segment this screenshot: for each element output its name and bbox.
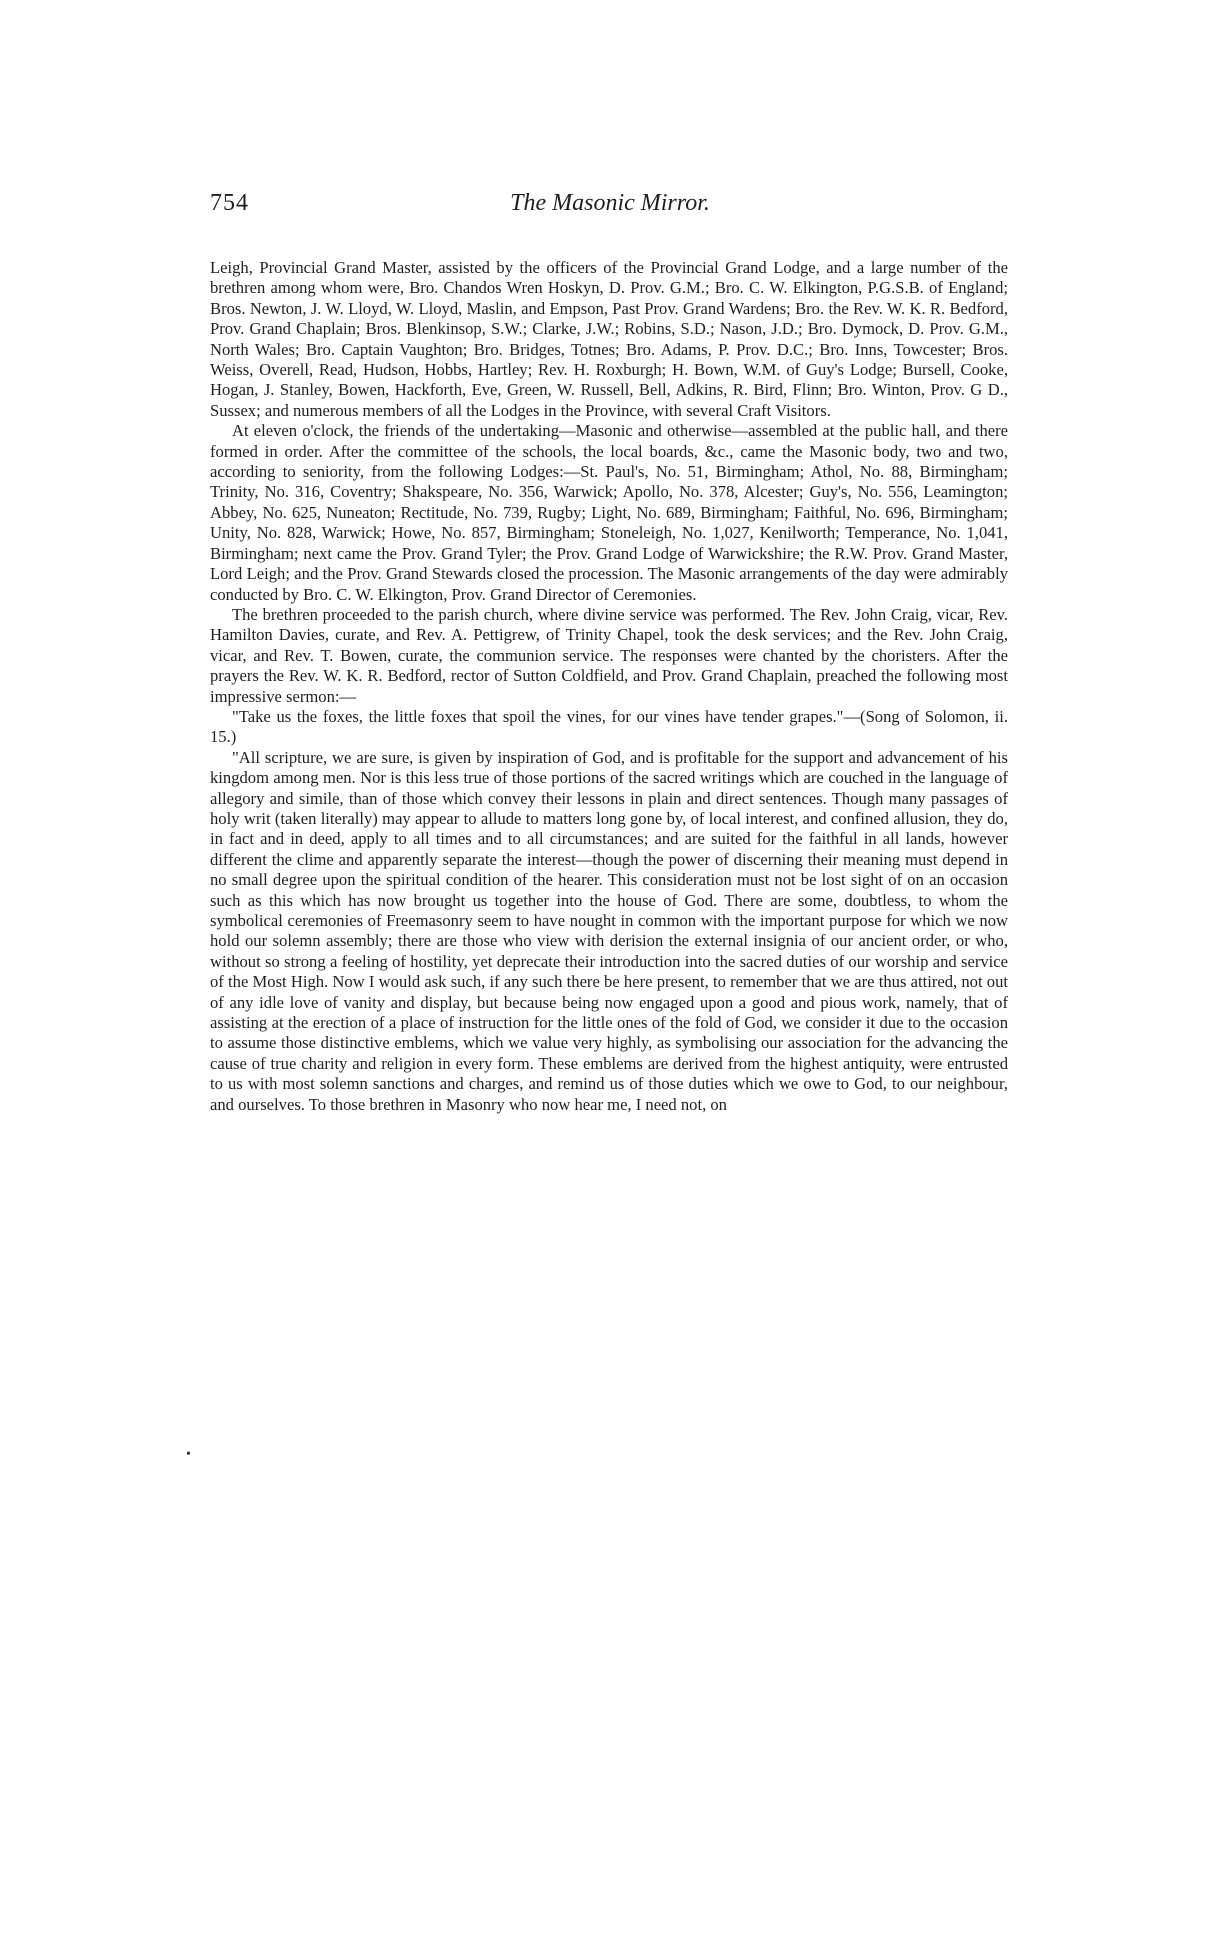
page-number: 754 [210,190,249,216]
paragraph-procession: At eleven o'clock, the friends of the undertaking—Masonic and otherwise—assembled at the public hall, and there formed in order. After the committee of the schools, the local boards, &c., came the Masonic body, two and two, according to seniority, from the following Lodges:—St. Paul's, No. 51, Birmingham; Athol, No. 88, Birmingham; Trinity, No. 316, Coventry; Shakspeare, No. 356, Warwick; Apollo, No. 378, Alcester; Guy's, No. 556, Leamington; Abbey, No. 625, Nuneaton; Rectitude, No. 739, Rugby; Light, No. 689, Birmingham; Faithful, No. 696, Birmingham; Unity, No. 828, Warwick; Howe, No. 857, Birmingham; Stoneleigh, No. 1,027, Kenilworth; Temperance, No. 1,041, Birmingham; next came the Prov. Grand Tyler; the Prov. Grand Lodge of Warwickshire; the R.W. Prov. Grand Master, Lord Leigh; and the Prov. Grand Stewards closed the procession. The Masonic arrangements of the day were admirably conducted by Bro. C. W. Elkington, Prov. Grand Director of Ceremonies. [210,421,1008,604]
paragraph-scripture-text: "Take us the foxes, the little foxes that spoil the vines, for our vines have tender grapes."—(Song of Solomon, ii. 15.) [210,706,1008,747]
page-header [210,190,1010,230]
paragraph-attendees: Leigh, Provincial Grand Master, assisted by the officers of the Provincial Grand Lodge, and a large number of the brethren among whom were, Bro. Chandos Wren Hoskyn, D. Prov. G.M.; Bro. C. W. Elkington, P.G.S.B. of England; Bros. Newton, J. W. Lloyd, W. Lloyd, Maslin, and Empson, Past Prov. Grand Wardens; Bro. the Rev. W. K. R. Bedford, Prov. Grand Chaplain; Bros. Blenkinsop, S.W.; Clarke, J.W.; Robins, S.D.; Nason, J.D.; Bro. Dymock, D. Prov. G.M., North Wales; Bro. Captain Vaughton; Bro. Bridges, Totnes; Bro. Adams, P. Prov. D.C.; Bro. Inns, Towcester; Bros. Weiss, Overell, Read, Hudson, Hobbs, Hartley; Rev. H. Roxburgh; H. Bown, W.M. of Guy's Lodge; Bursell, Cooke, Hogan, J. Stanley, Bowen, Hackforth, Eve, Green, W. Russell, Bell, Adkins, R. Bird, Flinn; Bro. Winton, Prov. G D., Sussex; and numerous members of all the Lodges in the Province, with several Craft Visitors. [210,258,1008,420]
body-text [210,258,1008,1115]
paragraph-church-service: The brethren proceeded to the parish church, where divine service was performed. The Rev. John Craig, vicar, Rev. Hamilton Davies, curate, and Rev. A. Pettigrew, of Trinity Chapel, took the desk services; and the Rev. John Craig, vicar, and Rev. T. Bowen, curate, the communion service. The responses were chanted by the choristers. After the prayers the Rev. W. K. R. Bedford, rector of Sutton Coldfield, and Prov. Grand Chaplain, preached the following most impressive sermon:— [210,604,1008,706]
running-title: The Masonic Mirror. [510,190,710,216]
paragraph-sermon: "All scripture, we are sure, is given by inspiration of God, and is profitable for the support and advancement of his kingdom among men. Nor is this less true of those portions of the sacred writings which are couched in the language of allegory and simile, than of those which convey their lessons in plain and direct sentences. Though many passages of holy writ (taken literally) may appear to allude to matters long gone by, of local interest, and confined allusion, they do, in fact and in deed, apply to all times and to all circumstances; and are suited for the faithful in all lands, however different the clime and apparently separate the interest—though the power of discerning their meaning must depend in no small degree upon the spiritual condition of the hearer. This consideration must not be lost sight of on an occasion such as this which has now brought us together into the house of God. There are some, doubtless, to whom the symbolical ceremonies of Freemasonry seem to have nought in common with the important purpose for which we now hold our solemn assembly; there are those who view with derision the external insignia of our ancient order, or who, without so strong a feeling of hostility, yet deprecate their introduction into the sacred duties of our worship and service of the Most High. Now I would ask such, if any such there be here present, to remember that we are thus attired, not out of any idle love of vanity and display, but because being now engaged upon a good and pious work, namely, that of assisting at the erection of a place of instruction for the little ones of the fold of God, we consider it due to the occasion to assume those distinctive emblems, which we value very highly, as symbolising our association for the advancing the cause of true charity and religion in every form. These emblems are derived from the highest antiquity, were entrusted to us with most solemn sanctions and charges, and remind us of those duties which we owe to God, to our neighbour, and ourselves. To those brethren in Masonry who now hear me, I need not, on [210,747,1008,1114]
margin-dot: • [186,1447,191,1462]
